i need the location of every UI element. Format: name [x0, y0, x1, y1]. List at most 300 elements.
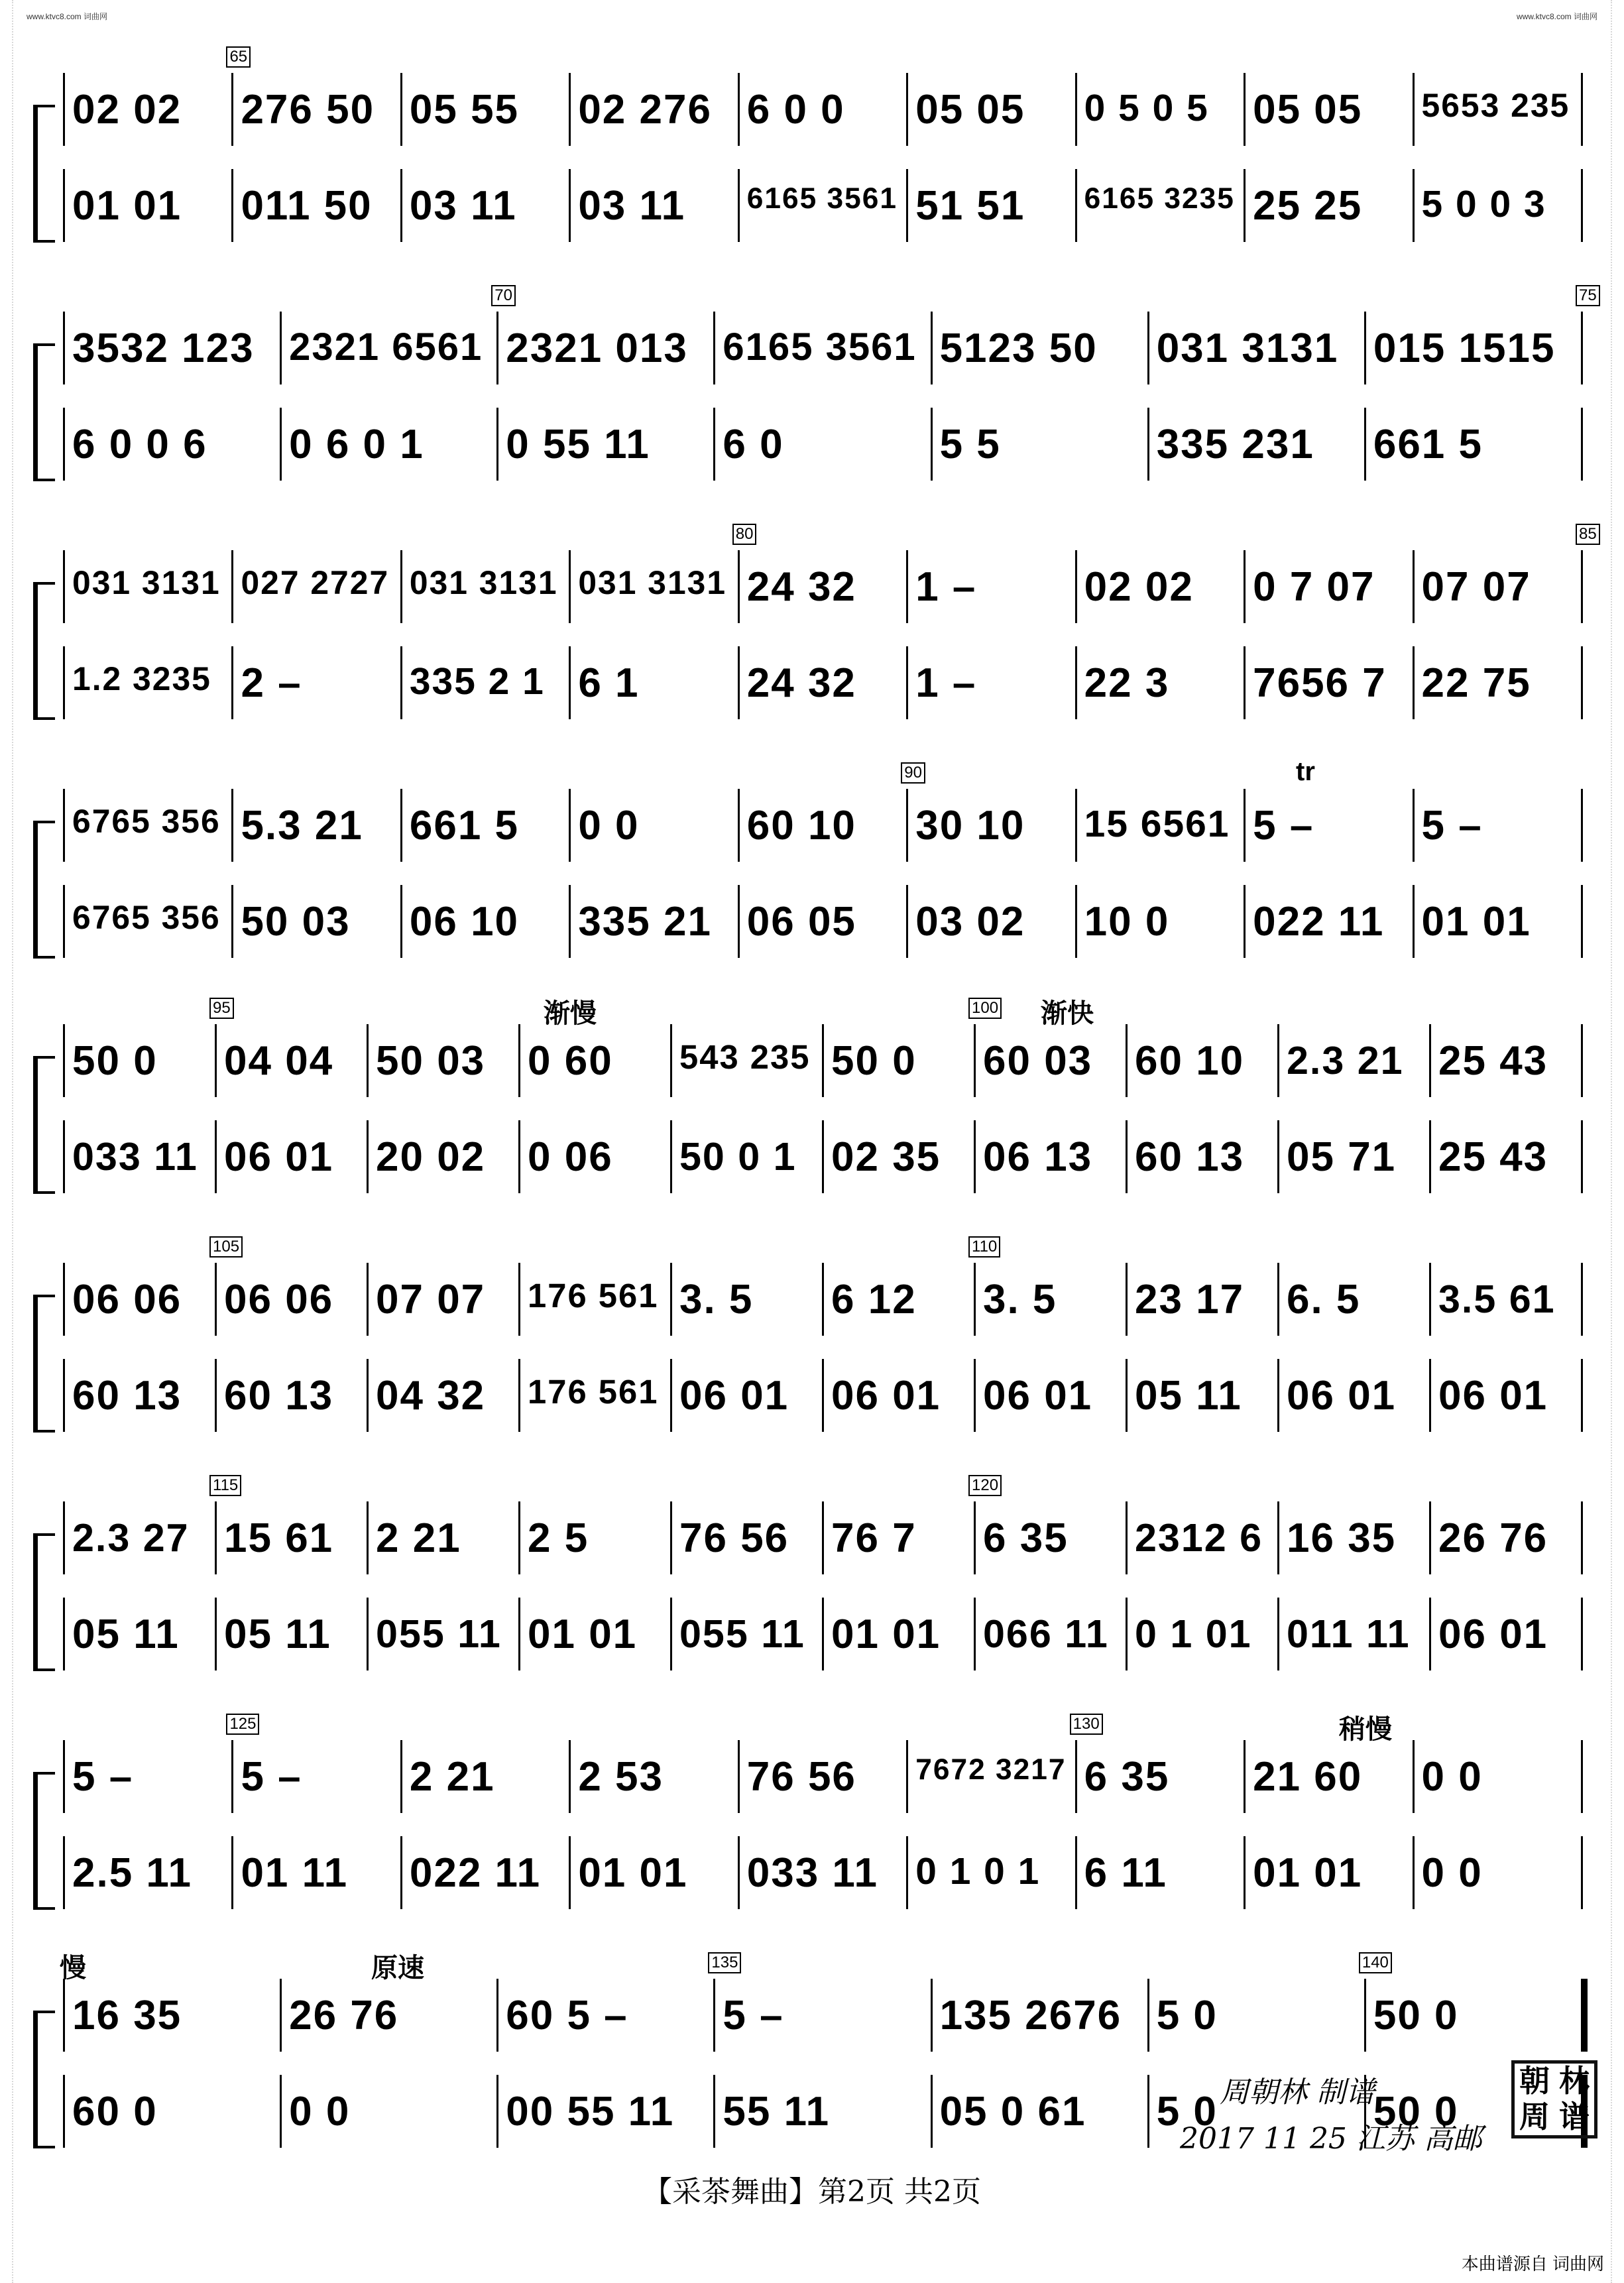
measure-notes: 22 75 — [1421, 660, 1531, 706]
measure-notes: 5.3 21 — [241, 803, 363, 849]
bar-line — [822, 1120, 824, 1193]
bar-line — [974, 1120, 976, 1193]
bar-line — [1126, 1263, 1128, 1336]
bar-line — [231, 550, 233, 623]
bar-line — [400, 789, 402, 862]
bar-line — [215, 1024, 217, 1097]
bar-line — [496, 2075, 498, 2148]
bar-line — [931, 2075, 933, 2148]
measure-notes: 1 – — [915, 660, 977, 706]
melody-staff — [63, 550, 1604, 630]
score-system — [27, 285, 1604, 484]
bar-line — [400, 550, 402, 623]
measure-notes: 2321 013 — [506, 325, 688, 371]
bar-line — [1581, 73, 1583, 146]
measure-notes: 022 11 — [1253, 899, 1385, 945]
measure-notes: 02 276 — [578, 87, 712, 133]
melody-staff — [63, 1263, 1604, 1342]
measure-notes: 0 0 — [1421, 1850, 1483, 1896]
bar-line — [1075, 885, 1077, 958]
measure-notes: 01 01 — [1253, 1850, 1363, 1896]
melody-staff — [63, 73, 1604, 152]
measure-notes: 05 11 — [1135, 1373, 1242, 1419]
bar-line — [1429, 1024, 1431, 1097]
measure-notes: 0 06 — [528, 1134, 613, 1180]
measure-notes: 0 1 0 1 — [915, 1850, 1041, 1893]
measure-notes: 04 32 — [376, 1373, 486, 1419]
bar-line — [1126, 1598, 1128, 1670]
bar-line — [738, 169, 740, 242]
bar-line — [713, 408, 715, 481]
bar-line — [1364, 408, 1366, 481]
bar-line — [400, 646, 402, 719]
seal-char: 朝 — [1519, 2064, 1550, 2098]
header-left-url: www.ktvc8.com 词曲网 — [27, 12, 108, 21]
measure-notes: 6 1 — [578, 660, 640, 706]
bar-line — [280, 312, 282, 384]
bar-line — [1277, 1024, 1279, 1097]
measure-number: 95 — [209, 998, 234, 1019]
bar-line — [1413, 550, 1415, 623]
bar-line — [738, 73, 740, 146]
bar-line — [231, 1836, 233, 1909]
bar-line — [231, 885, 233, 958]
bar-line — [1429, 1501, 1431, 1574]
bar-line — [738, 1740, 740, 1813]
bar-line — [569, 1836, 571, 1909]
bar-line — [518, 1501, 520, 1574]
measure-notes: 16 35 — [1287, 1515, 1397, 1561]
measure-notes: 20 02 — [376, 1134, 486, 1180]
bar-line — [1413, 1740, 1415, 1813]
measure-notes: 027 2727 — [241, 564, 390, 601]
accompaniment-staff — [63, 169, 1604, 249]
measure-notes: 031 3131 — [409, 564, 558, 601]
measure-notes: 0 0 — [289, 2089, 351, 2135]
signature-date: 2017 11 25 江苏 高邮 — [1180, 2122, 1482, 2156]
bar-line — [713, 312, 715, 384]
measure-notes: 60 5 – — [506, 1993, 628, 2038]
bar-line — [1413, 1836, 1415, 1909]
measure-number: 125 — [226, 1714, 259, 1735]
measure-notes: 26 76 — [289, 1993, 399, 2038]
bar-line — [367, 1598, 369, 1670]
measure-number: 85 — [1576, 524, 1600, 545]
tempo-marking: tr — [1296, 757, 1315, 786]
measure-notes: 51 51 — [915, 183, 1025, 229]
measure-notes: 2 21 — [376, 1515, 461, 1561]
measure-notes: 04 04 — [224, 1038, 334, 1084]
measure-notes: 2312 6 — [1135, 1515, 1263, 1560]
measure-number: 90 — [901, 762, 925, 784]
measure-number: 130 — [1070, 1714, 1103, 1735]
bar-line — [518, 1359, 520, 1432]
measure-notes: 2 5 — [528, 1515, 589, 1561]
bar-line — [1244, 885, 1246, 958]
bar-line — [63, 885, 65, 958]
measure-notes: 24 32 — [746, 660, 856, 706]
bar-line — [63, 73, 65, 146]
seal-char: 周 — [1519, 2099, 1550, 2134]
measure-notes: 1.2 3235 — [72, 660, 211, 697]
measure-notes: 5 0 — [1156, 1993, 1218, 2038]
melody-staff — [63, 312, 1604, 391]
measure-number: 110 — [968, 1236, 1000, 1258]
right-page-border — [1611, 0, 1624, 2283]
bar-line — [63, 789, 65, 862]
bar-line — [974, 1501, 976, 1574]
bar-line — [400, 885, 402, 958]
bar-line — [63, 1501, 65, 1574]
melody-staff — [63, 1979, 1604, 2058]
measure-notes: 2.3 21 — [1287, 1038, 1404, 1083]
bar-line — [496, 312, 498, 384]
measure-notes: 25 43 — [1438, 1134, 1548, 1180]
measure-notes: 066 11 — [983, 1611, 1109, 1656]
melody-staff — [63, 1740, 1604, 1820]
measure-notes: 135 2676 — [939, 1993, 1122, 2038]
bar-line — [1075, 1740, 1077, 1813]
bar-line — [1147, 312, 1149, 384]
measure-notes: 01 01 — [578, 1850, 688, 1896]
measure-notes: 5 – — [241, 1754, 302, 1800]
bar-line — [670, 1263, 672, 1336]
bar-line — [1581, 1120, 1583, 1193]
bar-line — [974, 1263, 976, 1336]
accompaniment-staff — [63, 1120, 1604, 1200]
bar-line — [1126, 1359, 1128, 1432]
score-system — [27, 46, 1604, 245]
bar-line — [569, 550, 571, 623]
measure-notes: 5 – — [1421, 803, 1483, 849]
measure-notes: 6 35 — [983, 1515, 1069, 1561]
bar-line — [1413, 646, 1415, 719]
bar-line — [518, 1598, 520, 1670]
measure-notes: 03 11 — [578, 183, 686, 229]
measure-notes: 25 43 — [1438, 1038, 1548, 1084]
bar-line — [231, 169, 233, 242]
system-bracket — [33, 1533, 55, 1671]
measure-notes: 5 – — [72, 1754, 134, 1800]
seal-char: 林 — [1559, 2064, 1590, 2098]
bar-line — [63, 1598, 65, 1670]
measure-notes: 15 6561 — [1084, 803, 1230, 845]
measure-notes: 031 3131 — [578, 564, 727, 601]
bar-line — [63, 312, 65, 384]
measure-notes: 3532 123 — [72, 325, 255, 371]
measure-notes: 30 10 — [915, 803, 1025, 849]
measure-notes: 76 7 — [831, 1515, 917, 1561]
bar-line — [1581, 1024, 1583, 1097]
bar-line — [1075, 1836, 1077, 1909]
measure-notes: 6 0 0 6 — [72, 422, 207, 467]
bar-line — [63, 1979, 65, 2052]
system-bracket — [33, 343, 55, 481]
measure-notes: 05 11 — [72, 1611, 180, 1657]
measure-notes: 21 60 — [1253, 1754, 1363, 1800]
measure-notes: 50 0 — [831, 1038, 917, 1084]
measure-notes: 2 53 — [578, 1754, 664, 1800]
bar-line — [367, 1263, 369, 1336]
bar-line — [1147, 1979, 1149, 2052]
measure-notes: 05 05 — [915, 87, 1025, 133]
bar-line — [1244, 1836, 1246, 1909]
measure-notes: 03 11 — [409, 183, 517, 229]
measure-notes: 06 01 — [1438, 1373, 1548, 1419]
bar-line — [1277, 1598, 1279, 1670]
measure-notes: 543 235 — [679, 1038, 811, 1076]
measure-notes: 5 5 — [939, 422, 1001, 467]
bar-line — [1277, 1359, 1279, 1432]
measure-notes: 01 11 — [241, 1850, 349, 1896]
measure-notes: 015 1515 — [1373, 325, 1556, 371]
measure-notes: 2.3 27 — [72, 1515, 190, 1560]
header-right-url: www.ktvc8.com 词曲网 — [1516, 12, 1597, 21]
bar-line — [569, 646, 571, 719]
measure-notes: 05 71 — [1287, 1134, 1397, 1180]
measure-notes: 02 02 — [72, 87, 182, 133]
measure-notes: 01 01 — [72, 183, 182, 229]
measure-notes: 055 11 — [679, 1611, 805, 1656]
bar-line — [670, 1598, 672, 1670]
measure-notes: 6 0 — [723, 422, 784, 467]
measure-notes: 335 21 — [578, 899, 712, 945]
measure-notes: 6. 5 — [1287, 1277, 1361, 1322]
measure-notes: 0 6 0 1 — [289, 422, 424, 467]
bar-line — [63, 1024, 65, 1097]
measure-notes: 60 13 — [72, 1373, 182, 1419]
bar-line — [63, 1836, 65, 1909]
bar-line — [1581, 408, 1583, 481]
measure-notes: 055 11 — [376, 1611, 502, 1656]
measure-notes: 5 0 0 3 — [1421, 183, 1546, 225]
bar-line — [569, 885, 571, 958]
measure-notes: 0 60 — [528, 1038, 613, 1084]
score-system — [27, 1475, 1604, 1674]
accompaniment-staff — [63, 1598, 1604, 1677]
measure-notes: 031 3131 — [72, 564, 221, 601]
bar-line — [63, 550, 65, 623]
bar-line — [215, 1598, 217, 1670]
measure-notes: 05 55 — [409, 87, 520, 133]
measure-notes: 60 13 — [1135, 1134, 1245, 1180]
bar-line — [63, 1120, 65, 1193]
bar-line — [1075, 550, 1077, 623]
bar-line — [713, 2075, 715, 2148]
bar-line — [906, 1740, 908, 1813]
bar-line — [367, 1501, 369, 1574]
measure-number: 135 — [708, 1952, 741, 1973]
bar-line — [1581, 1359, 1583, 1432]
measure-notes: 06 01 — [1438, 1611, 1548, 1657]
measure-notes: 01 01 — [1421, 899, 1531, 945]
bar-line — [1581, 1263, 1583, 1336]
bar-line — [1277, 1501, 1279, 1574]
system-bracket — [33, 821, 55, 959]
bar-line — [215, 1120, 217, 1193]
bar-line — [1244, 646, 1246, 719]
measure-notes: 3.5 61 — [1438, 1277, 1556, 1321]
measure-notes: 26 76 — [1438, 1515, 1548, 1561]
bar-line — [670, 1501, 672, 1574]
measure-notes: 10 0 — [1084, 899, 1170, 945]
measure-notes: 16 35 — [72, 1993, 182, 2038]
measure-notes: 2 21 — [409, 1754, 495, 1800]
measure-notes: 011 11 — [1287, 1611, 1411, 1656]
melody-staff — [63, 1024, 1604, 1104]
measure-notes: 6765 356 — [72, 803, 221, 840]
measure-number: 100 — [968, 998, 1002, 1019]
accompaniment-staff — [63, 408, 1604, 487]
measure-notes: 06 06 — [224, 1277, 334, 1322]
measure-notes: 05 11 — [224, 1611, 331, 1657]
bar-line — [1126, 1024, 1128, 1097]
bar-line — [1413, 73, 1415, 146]
bar-line — [400, 1740, 402, 1813]
measure-notes: 0 1 01 — [1135, 1611, 1252, 1656]
melody-staff — [63, 789, 1604, 868]
bar-line — [518, 1024, 520, 1097]
bar-line — [906, 885, 908, 958]
bar-line — [1147, 408, 1149, 481]
measure-number: 75 — [1576, 285, 1600, 306]
measure-notes: 50 0 — [1373, 1993, 1459, 2038]
measure-number: 65 — [226, 46, 251, 68]
system-bracket — [33, 1295, 55, 1433]
bar-line — [63, 408, 65, 481]
measure-notes: 05 05 — [1253, 87, 1363, 133]
bar-line — [1364, 1979, 1366, 2052]
bar-line — [974, 1359, 976, 1432]
bar-line — [1126, 1501, 1128, 1574]
measure-notes: 335 2 1 — [409, 660, 545, 703]
tempo-marking: 渐慢 — [544, 999, 597, 1028]
bar-line — [1075, 789, 1077, 862]
measure-notes: 24 32 — [746, 564, 856, 610]
system-bracket — [33, 582, 55, 720]
bar-line — [1147, 2075, 1149, 2148]
measure-notes: 07 07 — [376, 1277, 486, 1322]
signature-name: 周朝林 制谱 — [1220, 2076, 1375, 2109]
score-system — [27, 1236, 1604, 1435]
measure-notes: 55 11 — [723, 2089, 831, 2135]
bar-line — [906, 646, 908, 719]
measure-notes: 50 0 1 — [679, 1134, 797, 1179]
bar-line — [1581, 1501, 1583, 1574]
bar-line — [1429, 1263, 1431, 1336]
bar-line — [231, 73, 233, 146]
measure-notes: 6165 3561 — [723, 325, 917, 369]
measure-number: 105 — [209, 1236, 243, 1258]
bar-line — [280, 2075, 282, 2148]
measure-notes: 5 – — [723, 1993, 784, 2038]
bar-line — [1581, 1836, 1583, 1909]
measure-notes: 2 – — [241, 660, 302, 706]
bar-line — [1581, 1979, 1588, 2052]
measure-notes: 50 03 — [376, 1038, 486, 1084]
bar-line — [367, 1024, 369, 1097]
measure-notes: 1 – — [915, 564, 977, 610]
measure-notes: 76 56 — [679, 1515, 789, 1561]
page-footer: 【采茶舞曲】第2页 共2页 — [643, 2175, 981, 2209]
measure-notes: 01 01 — [528, 1611, 638, 1657]
measure-notes: 03 02 — [915, 899, 1025, 945]
bar-line — [906, 1836, 908, 1909]
measure-notes: 06 13 — [983, 1134, 1093, 1180]
bar-line — [1429, 1120, 1431, 1193]
measure-notes: 033 11 — [72, 1134, 198, 1179]
bar-line — [931, 1979, 933, 2052]
bar-line — [496, 408, 498, 481]
seal-stamp — [1511, 2060, 1597, 2138]
measure-notes: 06 05 — [746, 899, 856, 945]
system-bracket — [33, 1772, 55, 1910]
measure-notes: 022 11 — [409, 1850, 542, 1896]
system-bracket — [33, 105, 55, 243]
bar-line — [738, 789, 740, 862]
score-system — [27, 757, 1604, 961]
bar-line — [518, 1120, 520, 1193]
measure-notes: 00 55 11 — [506, 2089, 675, 2135]
measure-notes: 2321 6561 — [289, 325, 483, 369]
measure-notes: 50 03 — [241, 899, 351, 945]
measure-notes: 276 50 — [241, 87, 375, 133]
bar-line — [1244, 789, 1246, 862]
source-note: 本曲谱源自 词曲网 — [1461, 2254, 1604, 2274]
bar-line — [1581, 885, 1583, 958]
measure-notes: 661 5 — [1373, 422, 1483, 467]
measure-notes: 06 01 — [679, 1373, 789, 1419]
bar-line — [1075, 646, 1077, 719]
bar-line — [713, 1979, 715, 2052]
bar-line — [367, 1359, 369, 1432]
bar-line — [63, 1263, 65, 1336]
bar-line — [400, 1836, 402, 1909]
measure-notes: 335 231 — [1156, 422, 1314, 467]
measure-notes: 176 561 — [528, 1277, 659, 1315]
accompaniment-staff — [63, 885, 1604, 965]
measure-notes: 60 10 — [1135, 1038, 1245, 1084]
bar-line — [1581, 312, 1583, 384]
measure-notes: 06 01 — [831, 1373, 941, 1419]
bar-line — [822, 1024, 824, 1097]
measure-notes: 6165 3235 — [1084, 182, 1235, 215]
measure-number: 80 — [732, 524, 757, 545]
bar-line — [215, 1359, 217, 1432]
measure-notes: 60 03 — [983, 1038, 1093, 1084]
measure-notes: 031 3131 — [1156, 325, 1339, 371]
measure-notes: 0 0 — [578, 803, 640, 849]
bar-line — [231, 789, 233, 862]
bar-line — [1277, 1263, 1279, 1336]
measure-notes: 2.5 11 — [72, 1850, 192, 1896]
measure-notes: 05 0 61 — [939, 2089, 1086, 2135]
measure-notes: 6 35 — [1084, 1754, 1170, 1800]
bar-line — [518, 1263, 520, 1336]
bar-line — [670, 1024, 672, 1097]
measure-notes: 7672 3217 — [915, 1753, 1067, 1786]
measure-notes: 0 7 07 — [1253, 564, 1375, 610]
bar-line — [1244, 550, 1246, 623]
bar-line — [822, 1598, 824, 1670]
measure-number: 115 — [209, 1475, 241, 1496]
measure-notes: 3. 5 — [983, 1277, 1057, 1322]
bar-line — [569, 1740, 571, 1813]
bar-line — [1581, 789, 1583, 862]
measure-notes: 0 0 — [1421, 1754, 1483, 1800]
bar-line — [231, 1740, 233, 1813]
left-page-border — [0, 0, 13, 2283]
